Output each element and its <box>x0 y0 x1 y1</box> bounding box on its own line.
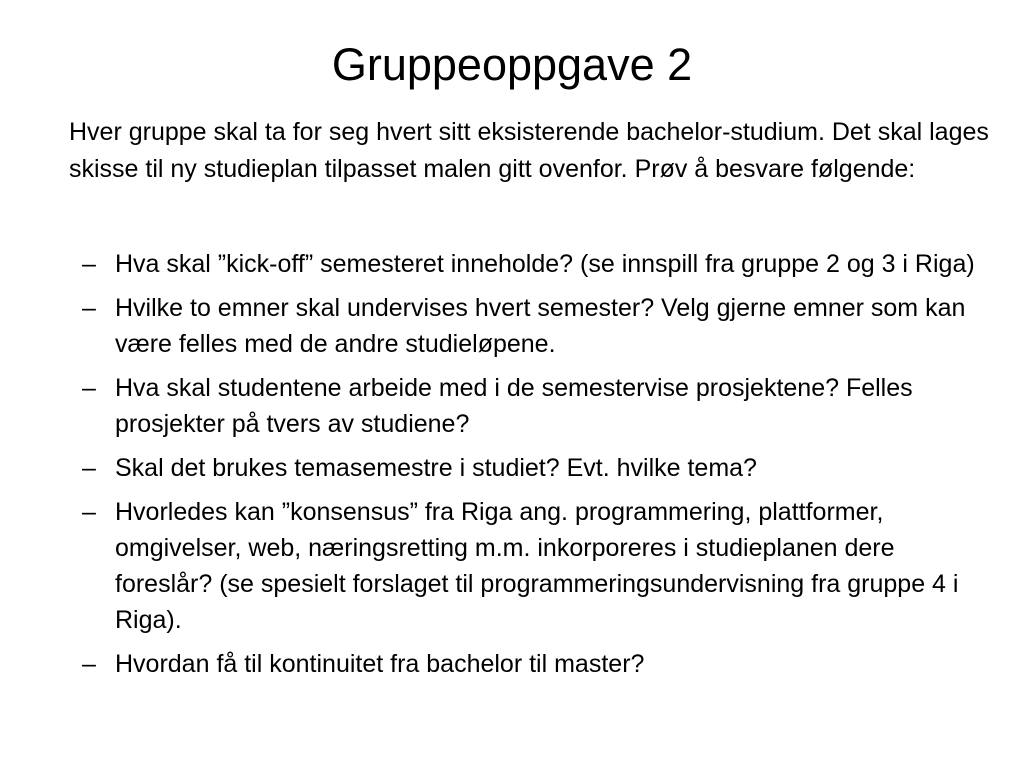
bullet-item <box>82 246 987 282</box>
dash-bullet-marker: – <box>82 294 96 322</box>
dash-bullet-marker: – <box>82 374 96 402</box>
intro-paragraph: Hver gruppe skal ta for seg hvert sitt eksisterende bachelor-studium. Det skal lages skisse til ny studieplan tilpasset malen gitt ovenfor. Prøv å besvare følgende: <box>69 118 989 183</box>
dash-bullet-marker: – <box>82 454 96 482</box>
bullet-item <box>82 370 987 442</box>
bullet-item <box>82 290 987 362</box>
bullet-text: Hvorledes kan ”konsensus” fra Riga ang. programmering, plattformer, omgivelser, web, næringsretting m.m. inkorporeres i studieplanen dere foreslår? (se spesielt forslaget til programmeringsundervisning fra gruppe 4 i Riga). <box>115 498 959 634</box>
bullet-text: Hvilke to emner skal undervises hvert semester? Velg gjerne emner som kan være felles med de andre studieløpene. <box>115 294 966 358</box>
slide-title: Gruppeoppgave 2 <box>331 39 693 90</box>
bullet-text: Skal det brukes temasemestre i studiet? Evt. hvilke tema? <box>115 454 757 482</box>
bullet-item <box>82 450 987 486</box>
dash-bullet-marker: – <box>82 650 96 678</box>
bullet-list <box>82 246 987 690</box>
dash-bullet-marker: – <box>82 498 96 526</box>
bullet-text: Hvordan få til kontinuitet fra bachelor til master? <box>115 650 645 678</box>
bullet-item <box>82 494 987 638</box>
bullet-item <box>82 646 987 682</box>
dash-bullet-marker: – <box>82 250 96 278</box>
bullet-text: Hva skal studentene arbeide med i de semestervise prosjektene? Felles prosjekter på tvers av studiene? <box>115 374 913 438</box>
bullet-text: Hva skal ”kick-off” semesteret inneholde? (se innspill fra gruppe 2 og 3 i Riga) <box>115 250 975 278</box>
